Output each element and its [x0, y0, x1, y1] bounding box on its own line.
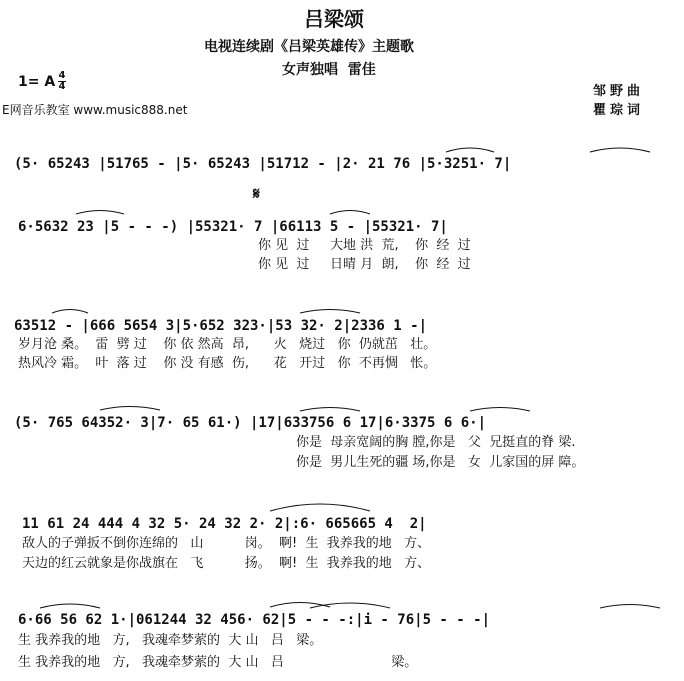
tie-mark: [310, 603, 390, 608]
slur-mark: [300, 408, 360, 412]
tie-mark: [270, 603, 330, 608]
lyricist: 瞿琮词: [593, 103, 645, 118]
lyric-line-2a: 你 见 过 大地 洪 荒, 你 经 过: [258, 238, 471, 253]
score-line-6: 6·66 56 62 1·|061244 32 456· 62|5 - - -:|i - 76|5 - - -|: [18, 612, 491, 628]
score-line-5: 11 61 24 444 4 32 5· 24 32 2· 2|:6· 665665 4 2|: [22, 516, 427, 532]
lyric-line-4b: 你是 男儿生死的疆 场,你是 女 儿家国的屏 障。: [296, 455, 585, 470]
slur-mark: [330, 211, 370, 215]
tie-mark: [600, 605, 660, 609]
meter-top: 4: [58, 70, 66, 81]
site-credit: E网音乐教室 www.music888.net: [2, 103, 188, 117]
slur-mark: [590, 148, 650, 152]
score-line-2: 6·5632 23 |5 - - -) |55321· 7 |66113 5 - |55321· 7|: [18, 219, 448, 235]
lyric-line-6b: 生 我养我的地 方, 我魂牵梦萦的 大 山 吕 梁。: [18, 655, 418, 670]
lyric-line-3b: 热风冷 霜。 叶 落 过 你 没 有感 伤, 花 开过 你 不再惆 怅。: [18, 356, 437, 371]
meter-bottom: 4: [58, 81, 66, 92]
score-line-1: (5· 65243 |51765 - |5· 65243 |51712 - |2· 21 76 |5·3251· 7|: [14, 156, 512, 172]
tie-mark: [40, 604, 100, 608]
performer: 女声独唱 雷佳: [282, 62, 376, 78]
slur-mark: [100, 407, 160, 411]
subtitle: 电视连续剧《吕梁英雄传》主题歌: [204, 39, 414, 55]
lyric-line-6a: 生 我养我的地 方, 我魂牵梦萦的 大 山 吕 梁。: [18, 633, 323, 648]
score-line-3: 63512 - |666 5654 3|5·652 323·|53 32· 2|2336 1 -|: [14, 318, 428, 334]
segno-sign: 𝄋: [253, 184, 260, 203]
slur-mark: [76, 211, 124, 215]
tie-mark: [270, 504, 370, 511]
slur-mark: [446, 148, 494, 152]
slur-mark: [470, 408, 530, 412]
lyric-line-5b: 天边的红云就象是你战旗在 飞 扬。 啊! 生 我养我的地 方、: [22, 556, 431, 571]
lyric-line-4a: 你是 母亲宽阔的胸 膛,你是 父 兄挺直的脊 梁.: [296, 435, 576, 450]
composer: 邹野曲: [593, 84, 645, 99]
slur-mark: [300, 310, 360, 314]
slur-mark: [52, 310, 88, 314]
lyric-line-3a: 岁月沧 桑。 雷 劈 过 你 依 然高 昂, 火 烧过 你 仍就茁 壮。: [18, 337, 437, 352]
key-signature: 1= A: [18, 74, 56, 90]
score-line-4: (5· 765 64352· 3|7· 65 61·) |17|633756 6 17|6·3375 6 6·|: [14, 415, 487, 431]
lyric-line-2b: 你 见 过 日晴 月 朗, 你 经 过: [258, 257, 471, 272]
song-title: 吕梁颂: [304, 7, 364, 31]
lyric-line-5a: 敌人的子弹扳不倒你连绵的 山 岗。 啊! 生 我养我的地 方、: [22, 536, 431, 551]
